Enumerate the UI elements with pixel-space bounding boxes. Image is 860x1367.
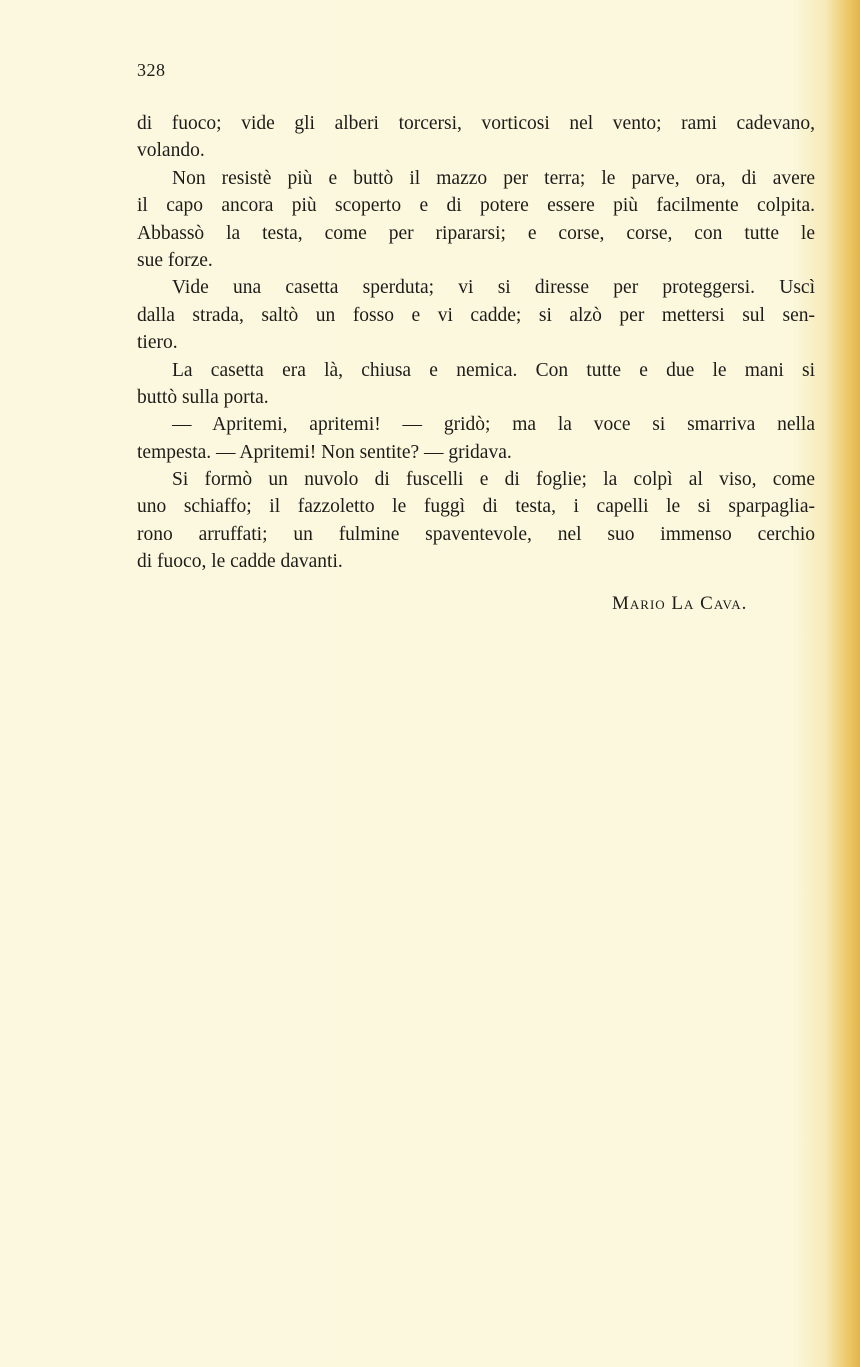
text-line: il capo ancora più scoperto e di potere essere più facilmente colpita. [137,195,815,217]
text-line: La casetta era là, chiusa e nemica. Con tutte e due le mani si [172,359,815,381]
text-line: Vide una casetta sperduta; vi si diresse per proteggersi. Uscì [172,277,815,299]
text-line: Abbassò la testa, come per ripararsi; e corse, corse, con tutte le [137,222,815,244]
text-line: dalla strada, saltò un fosso e vi cadde; si alzò per mettersi sul sen- [137,304,815,326]
author-signature: Mario La Cava. [612,593,748,614]
text-line: sue forze. [137,249,213,271]
text-line: — Apritemi, apritemi! — gridò; ma la voce si smarriva nella [172,414,815,436]
text-line: Non resistè più e buttò il mazzo per terra; le parve, ora, di avere [172,167,815,189]
text-line: tempesta. — Apritemi! Non sentite? — gridava. [137,441,512,463]
text-line: di fuoco; vide gli alberi torcersi, vorticosi nel vento; rami cadevano, [137,113,815,134]
text-line: buttò sulla porta. [137,386,269,408]
text-line: rono arruffati; un fulmine spaventevole, nel suo immenso cerchio [137,523,815,545]
page-number: 328 [137,60,166,80]
text-line: tiero. [137,332,178,354]
text-line: Si formò un nuvolo di fuscelli e di foglie; la colpì al viso, come [172,469,815,491]
text-line: uno schiaffo; il fazzoletto le fuggì di testa, i capelli le si sparpaglia- [137,496,815,518]
body-text [137,110,815,576]
text-line: volando. [137,140,205,162]
text-line: di fuoco, le cadde davanti. [137,551,343,573]
